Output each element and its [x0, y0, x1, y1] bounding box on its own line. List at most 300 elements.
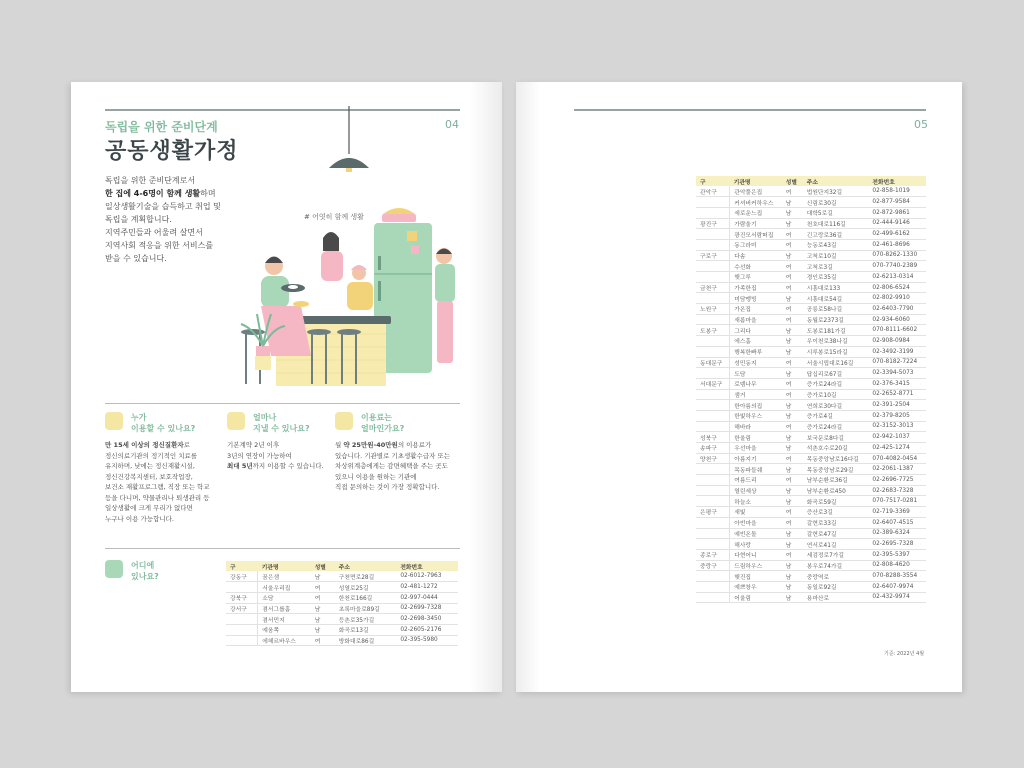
right-page: [516, 82, 962, 692]
table-row: [696, 304, 926, 315]
gender-cell: 여: [782, 549, 803, 560]
gender-cell: 남: [311, 603, 335, 614]
address-cell: 증산로3길: [803, 507, 869, 518]
address-cell: 시루봉로15라길: [803, 346, 869, 357]
phone-cell: 02-2652-8771: [868, 389, 926, 400]
house-icon: [227, 412, 245, 430]
facility-name-cell: 소담: [258, 592, 311, 603]
phone-cell: 02-432-9974: [868, 592, 926, 603]
table-row: [226, 592, 458, 603]
address-cell: 고척로10길: [803, 250, 869, 261]
table-row: [696, 325, 926, 336]
phone-cell: 02-395-5397: [868, 549, 926, 560]
gender-cell: 남: [782, 368, 803, 379]
info-heading: [361, 412, 447, 434]
phone-cell: 02-444-9146: [868, 218, 926, 229]
phone-cell: 070-8111-6602: [868, 325, 926, 336]
table-row: [696, 368, 926, 379]
district-cell: 광진구: [696, 218, 730, 229]
facility-name-cell: 여름드리: [730, 475, 782, 486]
phone-cell: 02-2683-7328: [868, 485, 926, 496]
top-rule: [574, 109, 926, 111]
phone-cell: 02-395-5980: [396, 635, 458, 646]
info-emphasis: 약 25만원-40만원: [343, 441, 398, 449]
address-cell: 목동중앙남로29길: [803, 464, 869, 475]
facility-name-cell: 성민동지: [730, 357, 782, 368]
table-row: [696, 197, 926, 208]
table-row: [696, 539, 926, 550]
district-cell: [696, 496, 730, 507]
table-row: [696, 475, 926, 486]
table-row: [226, 635, 458, 646]
table-row: [696, 443, 926, 454]
facility-name-cell: 겸서민지: [258, 614, 311, 625]
intro-line: 일상생활기술을 습득하고 취업 및: [105, 202, 221, 211]
table-row: [696, 592, 926, 603]
facility-name-cell: 새롬마을: [730, 314, 782, 325]
address-cell: 세검정로7가길: [803, 549, 869, 560]
phone-cell: 02-376-3415: [868, 378, 926, 389]
phone-cell: 02-425-1274: [868, 443, 926, 454]
table-row: [696, 410, 926, 421]
district-cell: [696, 517, 730, 528]
phone-cell: 070-4082-0454: [868, 453, 926, 464]
gender-cell: 남: [782, 293, 803, 304]
page-number: 05: [914, 118, 928, 131]
facility-name-cell: 샘거: [730, 389, 782, 400]
district-cell: [696, 464, 730, 475]
intro-text: 하며: [200, 189, 216, 198]
illustration-caption: # 어엿히 함께 생활: [304, 213, 364, 221]
district-cell: 강서구: [226, 603, 258, 614]
address-cell: 연희로30다길: [803, 400, 869, 411]
address-cell: 증가로24라길: [803, 378, 869, 389]
gender-cell: 여: [782, 357, 803, 368]
district-cell: [696, 528, 730, 539]
facility-name-cell: 가람울기: [730, 218, 782, 229]
table-row: [696, 207, 926, 218]
column-header: 기관명: [730, 176, 782, 186]
address-cell: 능동로43길: [803, 239, 869, 250]
table-row: [226, 624, 458, 635]
info-heading-line: 이용할 수 있나요?: [131, 424, 196, 433]
info-emphasis: 만 15세 이상의 정신질환자: [105, 441, 184, 449]
facility-name-cell: 행복한빠루: [730, 346, 782, 357]
district-cell: 동대문구: [696, 357, 730, 368]
gender-cell: 여: [782, 229, 803, 240]
address-cell: 한천로166길: [335, 592, 397, 603]
district-cell: 노원구: [696, 304, 730, 315]
info-line: 기본계약 2년 이후: [227, 441, 280, 449]
intro-line: 지역사회 적응을 위한 서비스를: [105, 241, 214, 250]
table-row: [696, 421, 926, 432]
gender-cell: 여: [782, 378, 803, 389]
table-row: [696, 389, 926, 400]
info-line: 직접 문의하는 것이 가장 정확합니다.: [335, 483, 440, 491]
table-row: [696, 314, 926, 325]
phone-cell: 02-858-1019: [868, 186, 926, 197]
address-cell: 서울시립대로16길: [803, 357, 869, 368]
intro-emphasis: 한 집에 4-6명이 함께 생활: [105, 189, 201, 198]
table-row: [696, 507, 926, 518]
table-row: [696, 560, 926, 571]
district-cell: [696, 421, 730, 432]
phone-cell: 02-2695-7328: [868, 539, 926, 550]
address-cell: 목동중앙남로16다길: [803, 453, 869, 464]
district-cell: 구로구: [696, 250, 730, 261]
address-cell: 석촌호수로20길: [803, 443, 869, 454]
gender-cell: 여: [782, 304, 803, 315]
facility-name-cell: 수선화: [730, 261, 782, 272]
info-heading-line: 누가: [131, 413, 147, 422]
address-cell: 중랑역로: [803, 571, 869, 582]
phone-cell: 02-461-8696: [868, 239, 926, 250]
info-text: 월: [335, 441, 344, 449]
intro-line: 독립을 위한 준비단계로서: [105, 176, 196, 185]
coin-icon: [335, 412, 353, 430]
info-line: 누구나 이용 가능합니다.: [105, 514, 174, 523]
gender-cell: 남: [782, 581, 803, 592]
info-heading-line: 얼마나: [253, 413, 277, 422]
column-header: 전화번호: [868, 176, 926, 186]
gender-cell: 남: [311, 614, 335, 625]
gender-cell: 남: [782, 539, 803, 550]
district-cell: 강북구: [226, 592, 258, 603]
district-cell: 은평구: [696, 507, 730, 518]
gender-cell: 여: [782, 507, 803, 518]
phone-cell: 02-719-3369: [868, 507, 926, 518]
info-heading: [253, 412, 339, 434]
facility-name-cell: 커셔버커하우스: [730, 197, 782, 208]
phone-cell: 02-2696-7725: [868, 475, 926, 486]
column-header: 주소: [803, 176, 869, 186]
phone-cell: 02-808-4620: [868, 560, 926, 571]
table-row: [696, 250, 926, 261]
info-line: 등을 다니며, 약물관리나 퇴생관리 등: [105, 493, 210, 502]
phone-cell: 02-908-0984: [868, 336, 926, 347]
gender-cell: 여: [782, 272, 803, 283]
district-cell: 도봉구: [696, 325, 730, 336]
phone-cell: 02-2061-1387: [868, 464, 926, 475]
table-row: [696, 261, 926, 272]
phone-cell: 02-6403-7790: [868, 304, 926, 315]
phone-cell: 02-3152-3013: [868, 421, 926, 432]
facility-name-cell: 아빈마을: [730, 517, 782, 528]
address-cell: 고척로3길: [803, 261, 869, 272]
info-text: 의 이용료가: [397, 441, 432, 449]
table-row: [696, 336, 926, 347]
phone-cell: 02-3394-5073: [868, 368, 926, 379]
facility-name-cell: 가온집: [730, 304, 782, 315]
info-text: 로: [183, 441, 190, 449]
where-heading-line: 어디에: [131, 561, 155, 570]
address-cell: 남부순환로450: [803, 485, 869, 496]
district-cell: [696, 229, 730, 240]
gender-cell: 여: [782, 475, 803, 486]
table-header-row: [696, 176, 926, 186]
district-cell: [226, 582, 258, 593]
intro-line: 지역주민들과 어울려 살면서: [105, 228, 203, 237]
table-row: [696, 528, 926, 539]
table-row: [696, 400, 926, 411]
address-cell: 증가로4길: [803, 410, 869, 421]
facility-name-cell: 한울림: [730, 432, 782, 443]
section-divider: [105, 403, 460, 404]
gender-cell: 남: [782, 410, 803, 421]
district-cell: [696, 336, 730, 347]
info-heading-line: 얼마인가요?: [361, 424, 405, 433]
gender-cell: 남: [311, 571, 335, 582]
info-emphasis: 최대 5년: [227, 462, 253, 470]
address-cell: 신림로30길: [803, 197, 869, 208]
section-divider: [105, 548, 460, 549]
phone-cell: 070-8288-3554: [868, 571, 926, 582]
facility-name-cell: 에스홈: [730, 336, 782, 347]
table-row: [696, 378, 926, 389]
address-cell: 증가로10길: [803, 389, 869, 400]
gender-cell: 여: [782, 186, 803, 197]
phone-cell: 02-6407-9974: [868, 581, 926, 592]
address-cell: 연서로41길: [803, 539, 869, 550]
address-cell: 경인로35길: [803, 272, 869, 283]
facility-name-cell: 다솜: [730, 250, 782, 261]
info-body: [105, 440, 217, 524]
table-row: [696, 485, 926, 496]
page-number: 04: [445, 118, 459, 131]
facility-name-cell: 해사랑: [730, 539, 782, 550]
where-heading-line: 있나요?: [131, 572, 159, 581]
column-header: 주소: [335, 561, 397, 571]
phone-cell: 070-7517-0281: [868, 496, 926, 507]
district-cell: [696, 346, 730, 357]
info-line: 차상위계층에게는 감면혜택을 주는 곳도: [335, 462, 448, 470]
gender-cell: 남: [782, 464, 803, 475]
column-header: 구: [226, 561, 258, 571]
section-kicker: 독립을 위한 준비단계: [105, 120, 218, 134]
address-cell: 성열로25길: [335, 582, 397, 593]
phone-cell: 02-379-8205: [868, 410, 926, 421]
info-line: 정신건강복지센터, 보호작업장,: [105, 472, 193, 481]
district-cell: [226, 624, 258, 635]
column-header: 기관명: [258, 561, 311, 571]
table-row: [696, 581, 926, 592]
source-note: 기준: 2022년 4월: [884, 651, 925, 657]
district-cell: [696, 389, 730, 400]
district-cell: 서대문구: [696, 378, 730, 389]
phone-cell: 070-7740-2389: [868, 261, 926, 272]
gender-cell: 여: [782, 314, 803, 325]
address-cell: 동월로2373길: [803, 314, 869, 325]
info-line: 일상생활에 크게 무리가 없다면: [105, 504, 193, 512]
phone-cell: 02-2699-7328: [396, 603, 458, 614]
facility-name-cell: 햇진집: [730, 571, 782, 582]
district-cell: [696, 261, 730, 272]
info-heading-line: 지낼 수 있나요?: [253, 424, 310, 433]
district-cell: 성북구: [696, 432, 730, 443]
facility-name-cell: 예빈온돌: [730, 528, 782, 539]
table-row: [226, 603, 458, 614]
facility-name-cell: 햇그루: [730, 272, 782, 283]
facility-name-cell: 광진모서람떠집: [730, 229, 782, 240]
district-cell: [226, 635, 258, 646]
info-line: 3년의 연장이 가능하여: [227, 451, 292, 460]
table-row: [696, 453, 926, 464]
phone-cell: 02-802-9910: [868, 293, 926, 304]
group-home-illustration: [231, 106, 493, 386]
phone-cell: 02-997-0444: [396, 592, 458, 603]
address-cell: 시흥대로133: [803, 282, 869, 293]
facility-name-cell: 도담: [730, 368, 782, 379]
phone-cell: 02-6012-7963: [396, 571, 458, 582]
address-cell: 화곡로13길: [335, 624, 397, 635]
district-cell: 강동구: [226, 571, 258, 582]
phone-cell: 02-934-6060: [868, 314, 926, 325]
address-cell: 긴고랑로36길: [803, 229, 869, 240]
district-cell: [696, 207, 730, 218]
gender-cell: 남: [782, 592, 803, 603]
info-line: 정신의료기관의 정기적인 치료를: [105, 451, 198, 460]
facility-name-cell: 아름지기: [730, 453, 782, 464]
info-line: 있습니다. 기관별로 기초생활수급자 또는: [335, 451, 451, 460]
district-cell: [696, 539, 730, 550]
district-cell: [696, 400, 730, 411]
table-row: [696, 272, 926, 283]
district-cell: [696, 368, 730, 379]
address-cell: 갈현로47길: [803, 528, 869, 539]
gender-cell: 남: [782, 325, 803, 336]
phone-cell: 02-942-1037: [868, 432, 926, 443]
table-row: [696, 571, 926, 582]
address-cell: 대학5로길: [803, 207, 869, 218]
district-cell: 송파구: [696, 443, 730, 454]
address-cell: 등촌로35가길: [335, 614, 397, 625]
facility-name-cell: 미담맹빙: [730, 293, 782, 304]
phone-cell: 02-499-6162: [868, 229, 926, 240]
info-body: [335, 440, 475, 493]
facility-name-cell: 예쁘창우: [730, 581, 782, 592]
district-cell: [226, 614, 258, 625]
facility-name-cell: 해바라: [730, 421, 782, 432]
phone-cell: 02-391-2504: [868, 400, 926, 411]
facility-name-cell: 겸서그룹홈: [258, 603, 311, 614]
gender-cell: 남: [782, 443, 803, 454]
facility-name-cell: 세로운느집: [730, 207, 782, 218]
facility-name-cell: 열린세상: [730, 485, 782, 496]
gender-cell: 여: [311, 635, 335, 646]
column-header: 성별: [311, 561, 335, 571]
page-title: 공동생활가정: [105, 139, 239, 164]
gender-cell: 남: [782, 197, 803, 208]
column-header: 구: [696, 176, 730, 186]
facility-name-cell: 서울우리집: [258, 582, 311, 593]
column-header: 전화번호: [396, 561, 458, 571]
facility-table-right: [696, 176, 926, 603]
address-cell: 봉우로74가길: [803, 560, 869, 571]
facility-name-cell: 꿈은샘: [258, 571, 311, 582]
gender-cell: 여: [782, 282, 803, 293]
info-line: [335, 440, 475, 451]
gender-cell: 남: [782, 432, 803, 443]
info-line: 보건소 재활프로그램, 직장 또는 학교: [105, 483, 210, 491]
where-heading: [131, 560, 191, 582]
address-cell: 보국문로8다길: [803, 432, 869, 443]
gender-cell: 남: [782, 218, 803, 229]
gender-cell: 여: [311, 582, 335, 593]
gender-cell: 남: [782, 528, 803, 539]
address-cell: 시흥대로54길: [803, 293, 869, 304]
phone-cell: 02-806-6524: [868, 282, 926, 293]
facility-name-cell: 가족한집: [730, 282, 782, 293]
address-cell: 용마산로: [803, 592, 869, 603]
gender-cell: 남: [782, 207, 803, 218]
table-row: [696, 464, 926, 475]
phone-cell: 02-2605-2176: [396, 624, 458, 635]
district-cell: [696, 592, 730, 603]
info-text: 까지 이용할 수 있습니다.: [252, 462, 324, 470]
district-cell: [696, 272, 730, 283]
address-cell: 증가로24라길: [803, 421, 869, 432]
gender-cell: 여: [782, 389, 803, 400]
facility-name-cell: 하늘소: [730, 496, 782, 507]
phone-cell: 02-6407-4515: [868, 517, 926, 528]
district-cell: [696, 293, 730, 304]
table-row: [696, 517, 926, 528]
info-heading-line: 이용료는: [361, 413, 392, 422]
gender-cell: 남: [782, 400, 803, 411]
table-row: [696, 346, 926, 357]
info-line: [105, 440, 217, 451]
table-row: [696, 218, 926, 229]
pendant-lamp-icon: [329, 158, 369, 168]
gender-cell: 여: [782, 453, 803, 464]
smile-icon: [105, 412, 123, 430]
gender-cell: 남: [782, 485, 803, 496]
district-cell: [696, 239, 730, 250]
intro-line: 독립을 계획합니다.: [105, 215, 172, 224]
district-cell: 관악구: [696, 186, 730, 197]
district-cell: 금천구: [696, 282, 730, 293]
facility-name-cell: 한아름의집: [730, 400, 782, 411]
phone-cell: 02-389-6324: [868, 528, 926, 539]
gender-cell: 남: [782, 346, 803, 357]
phone-cell: 02-6213-0314: [868, 272, 926, 283]
table-row: [696, 239, 926, 250]
table-row: [696, 496, 926, 507]
gender-cell: 여: [782, 421, 803, 432]
left-page: [71, 82, 502, 692]
phone-cell: 02-3492-3199: [868, 346, 926, 357]
address-cell: 도봉로181가길: [803, 325, 869, 336]
address-cell: 화곡로59길: [803, 496, 869, 507]
address-cell: 갈현로33길: [803, 517, 869, 528]
table-row: [696, 293, 926, 304]
gender-cell: 남: [782, 560, 803, 571]
table-row: [226, 614, 458, 625]
address-cell: 남부순환로36길: [803, 475, 869, 486]
phone-cell: 02-877-9584: [868, 197, 926, 208]
district-cell: [696, 485, 730, 496]
facility-name-cell: 목동파들쉐: [730, 464, 782, 475]
phone-cell: 070-8262-1330: [868, 250, 926, 261]
facility-name-cell: 로뎀나무: [730, 378, 782, 389]
address-cell: 공릉로58나길: [803, 304, 869, 315]
district-cell: [696, 197, 730, 208]
facility-name-cell: 우선마을: [730, 443, 782, 454]
address-cell: 구천면로28길: [335, 571, 397, 582]
phone-cell: 02-481-1272: [396, 582, 458, 593]
facility-name-cell: 새빛: [730, 507, 782, 518]
table-row: [226, 571, 458, 582]
